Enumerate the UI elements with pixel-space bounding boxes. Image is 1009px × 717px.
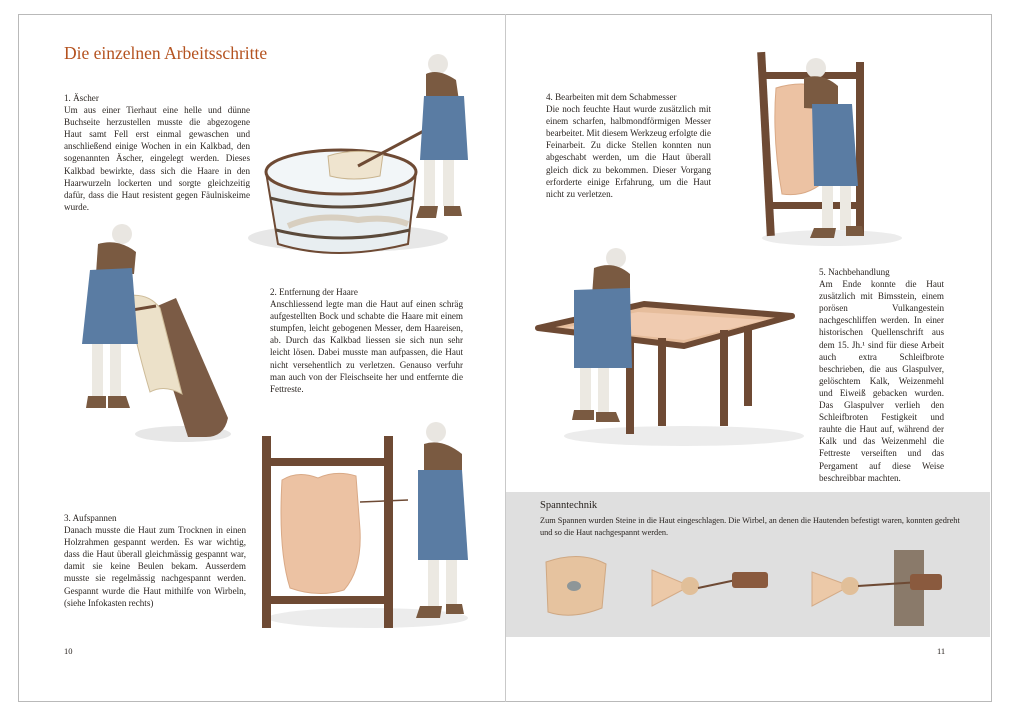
worker-figure-2	[82, 224, 138, 408]
step-2-heading: 2. Entfernung der Haare	[270, 287, 358, 297]
step-2	[270, 286, 463, 395]
info-box-title: Spanntechnik	[540, 500, 598, 511]
half-moon-knife-illustration	[752, 48, 902, 248]
page-number-left: 10	[64, 646, 73, 656]
step-4-text: Die noch feuchte Haut wurde zusätzlich mit einem scharfen, halbmondförmigen Messer bearbeitet. Mit diesem Werkzeug erfolgte die Feinarbeit. Zu dicke Stellen konnten nun abgeschabt werden, um die Haut überall gleich dick zu bekommen. Dieser Vorgang erforderte einige Erfahrung, um die Haut nicht zu verletzen.	[546, 104, 711, 199]
page-title: Die einzelnen Arbeitsschritte	[64, 43, 268, 63]
step-4	[546, 91, 711, 200]
worker-figure-1	[416, 54, 468, 218]
step-4-heading: 4. Bearbeiten mit dem Schabmesser	[546, 92, 677, 102]
stretching-frame-illustration	[258, 420, 478, 635]
pumice-grinding-illustration	[534, 240, 804, 450]
step-5-text: Am Ende konnte die Haut zusätzlich mit Bimsstein, einem porösen Vulkangestein nachgeschliffen werden. In einer historischen Quellenschrift aus dem 15. Jh.¹ sind für diese Arbeit auch extra Schleifbrote beschrieben, die aus Glaspulver, gelöschtem Kalk, Weizenmehl und Eiweiß gebacken wurden. Das Glaspulver verlieh den Schleifbroten Festigkeit und rauhte die Haut auf, während der Kalk und das Weizenmehl die Fettreste verseiften und das Pergament auf diese Weise beschreibbar machten.	[819, 279, 944, 483]
worker-figure-3	[416, 422, 468, 618]
step-1-heading: 1. Äscher	[64, 93, 99, 103]
worker-figure-5	[572, 248, 632, 422]
step-3-text: Danach musste die Haut zum Trocknen in einen Holzrahmen gespannt werden. Es war wichtig, dass die Haut überall gleichmässig gespannt war, damit sie keine Beulen bekam. Ausserdem musste sie regelmässig nachgespannt werden. Gespannt wurde die Haut mithilfe von Wirbeln, (siehe Infokasten rechts)	[64, 525, 246, 608]
scraping-illustration	[78, 222, 238, 452]
step-2-text: Anschliessend legte man die Haut auf einen schräg aufgestellten Bock und schabte die Haare mit einem stumpfen, leicht gebogenen Messer, dem Haareisen, ab. Durch das Kalkbad liessen sie sich nun sehr leicht lösen. Dabei musste man aufpassen, die Haut nicht versehentlich zu verletzen. Genauso verfuhr man auch von der Fleischseite her und entfernte die Fettreste.	[270, 299, 463, 394]
step-3-heading: 3. Aufspannen	[64, 513, 117, 523]
step-1	[64, 92, 250, 213]
step-1-text: Um aus einer Tierhaut eine helle und dünne Buchseite herzustellen musste die abgezogene Haut samt Fell erst einmal gewaschen und anschließend einige Wochen in ein Kalkbad, den sogenannten Äscher, eingelegt werden. Dieses Kalkbad bewirkte, dass sich die Haare in den Haarwurzeln lockerten und sorgte gleichzeitig dafür, dass die Haut resistent gegen Fäulniskeime wurde.	[64, 105, 250, 212]
step-5-heading: 5. Nachbehandlung	[819, 267, 890, 277]
step-5	[819, 266, 944, 484]
page-number-right: 11	[937, 646, 946, 656]
lime-bath-illustration	[258, 48, 478, 258]
step-3	[64, 512, 246, 609]
info-box-text: Zum Spannen wurden Steine in die Haut eingeschlagen. Die Wirbel, an denen die Hautenden befestigt waren, konnten gedreht und so die Haut nachgespannt werden.	[540, 516, 960, 537]
stretching-technique-illustration	[540, 548, 980, 628]
